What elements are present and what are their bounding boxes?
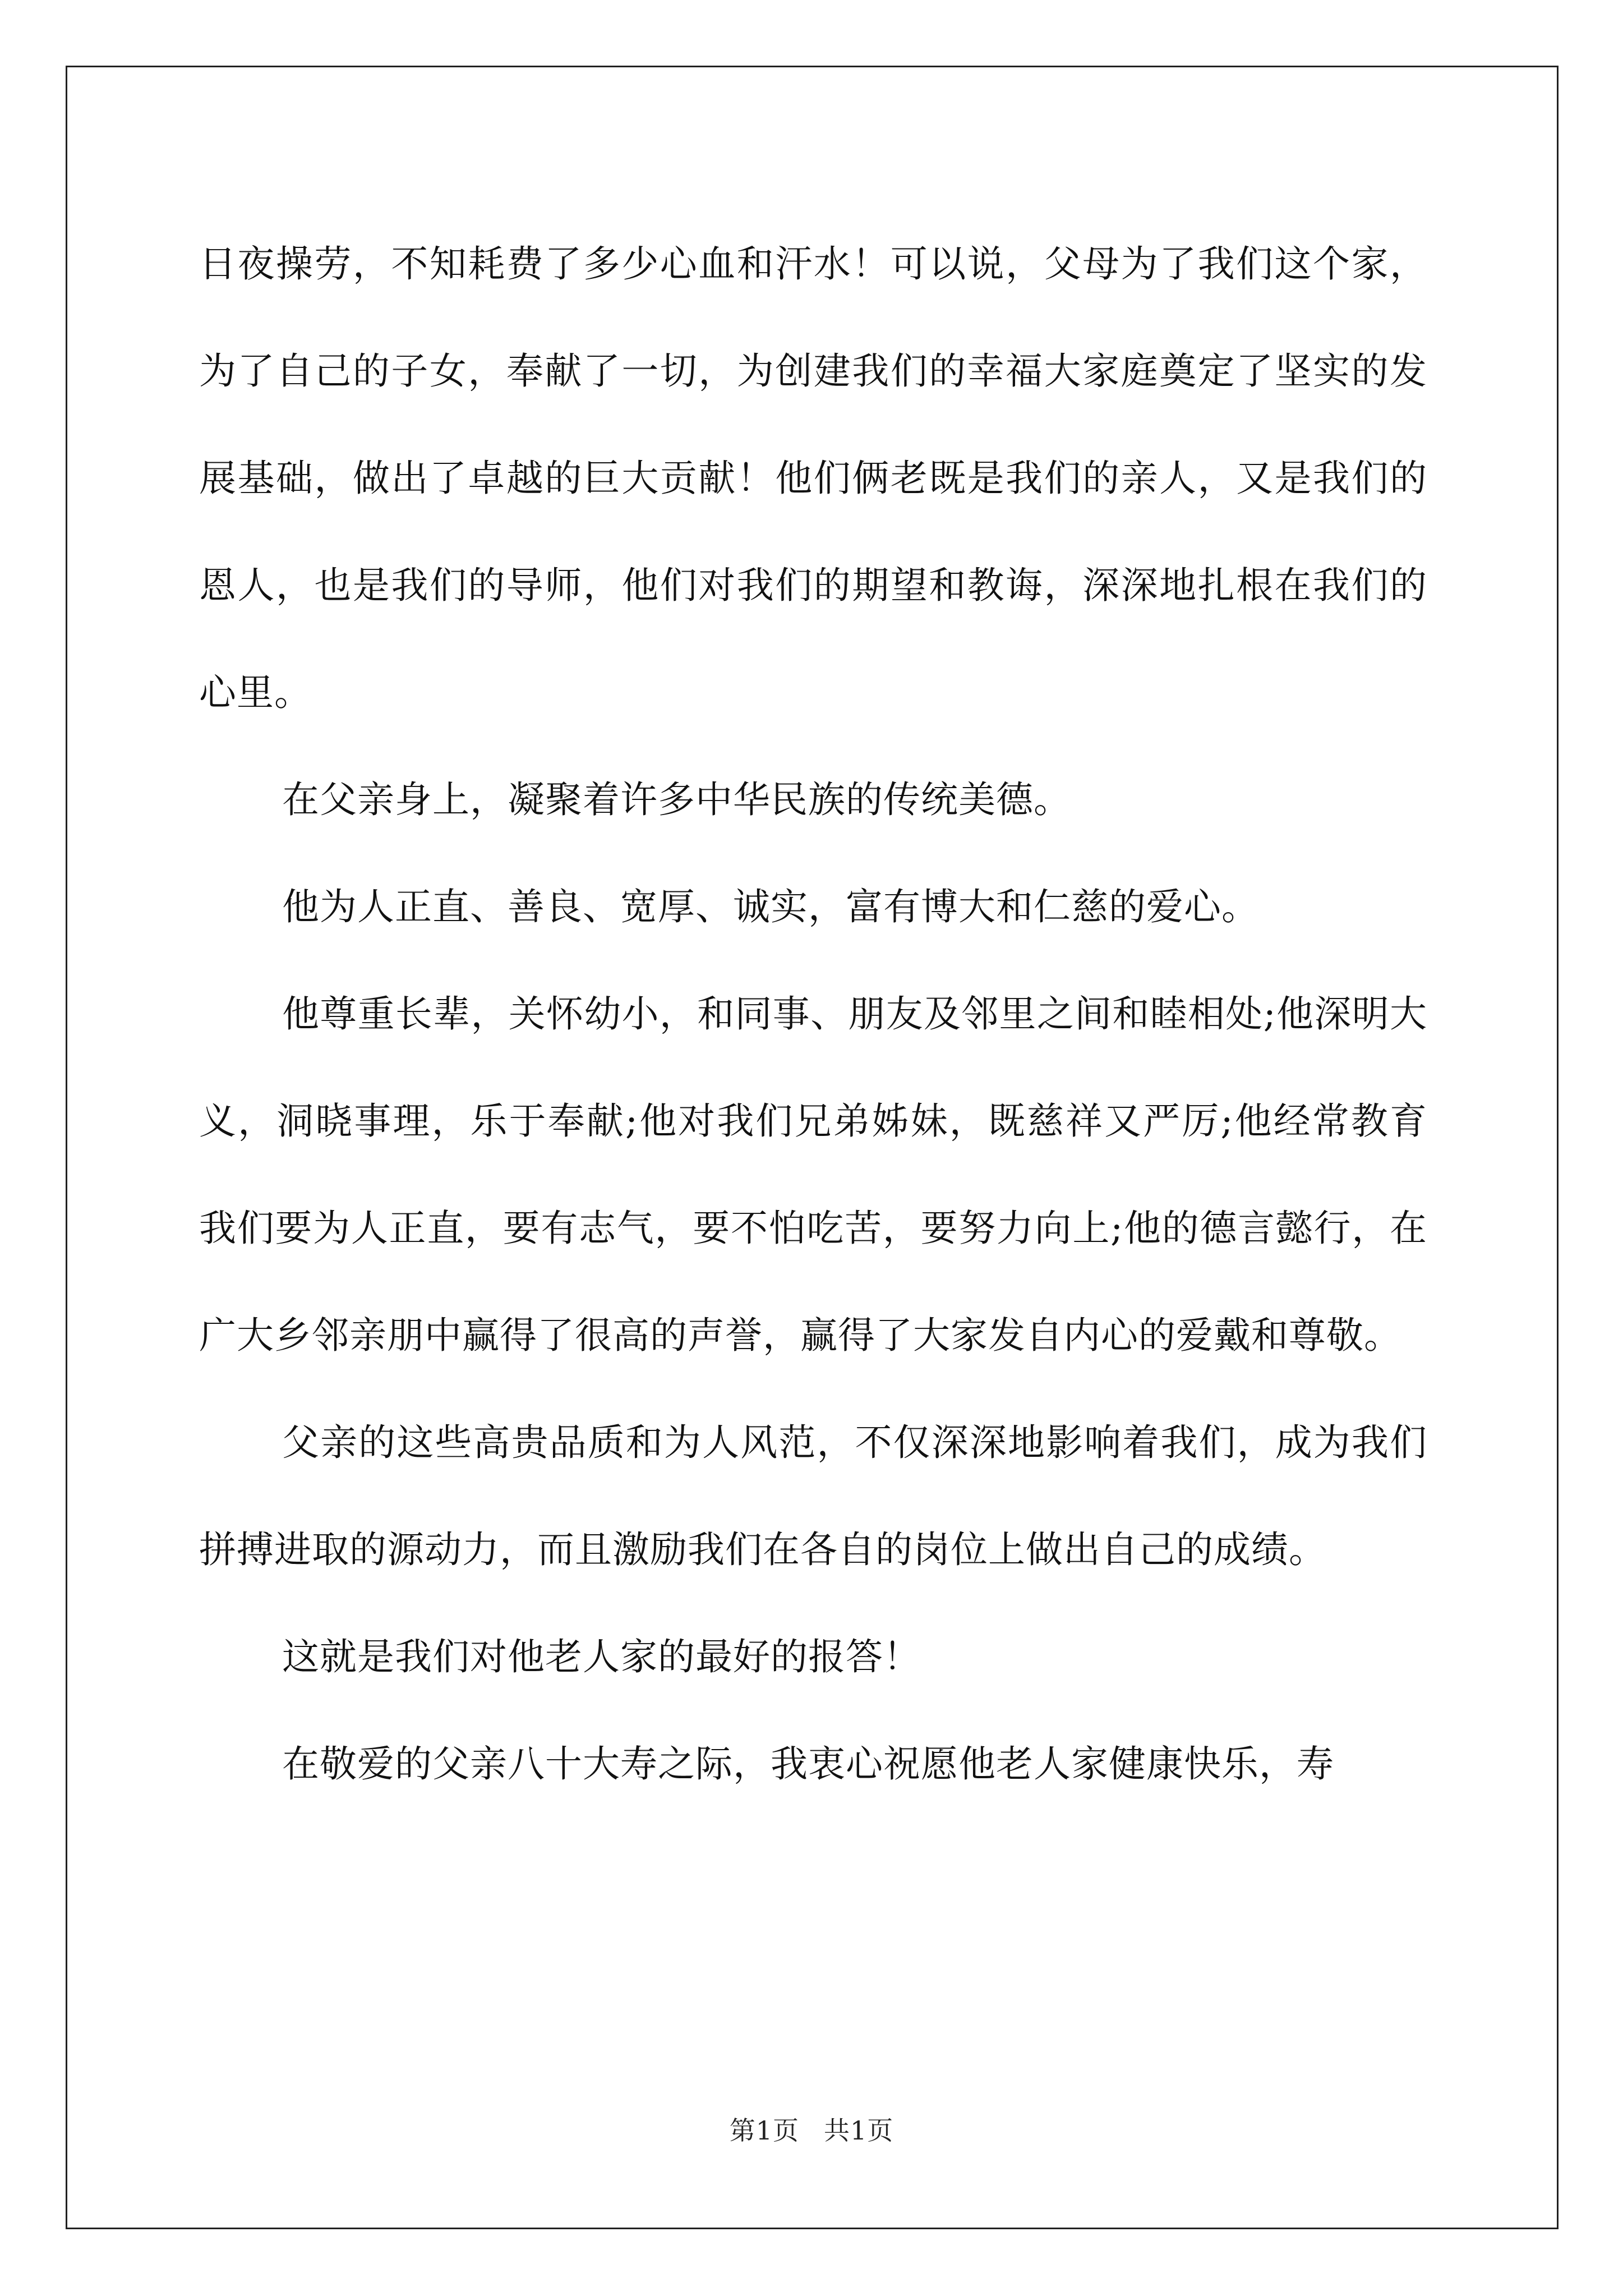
paragraph-7: 在敬爱的父亲八十大寿之际，我衷心祝愿他老人家健康快乐，寿 — [282, 1742, 1334, 1786]
paragraph-4: 他尊重长辈，关怀幼小，和同事、朋友及邻里之间和睦相处;他深明大义，洞晓事理，乐于奉献;他对我们兄弟姊妹，既慈祥又严厉;他经常教育我们要为人正直，要有志气，要不怕吃苦，要努力向上;他的德言懿行，在广大乡邻亲朋中赢得了很高的声誉，赢得了大家发自内心的爱戴和尊敬。 — [199, 992, 1427, 1357]
paragraph-5: 父亲的这些高贵品质和为人风范，不仅深深地影响着我们，成为我们拼搏进取的源动力，而且激励我们在各自的岗位上做出自己的成绩。 — [199, 1421, 1427, 1571]
paragraph-6: 这就是我们对他老人家的最好的报答！ — [282, 1635, 921, 1678]
page-total: 共1页 — [824, 2115, 894, 2146]
paragraph-1: 日夜操劳，不知耗费了多少心血和汗水！可以说，父母为了我们这个家，为了自己的子女，奉献了一切，为创建我们的幸福大家庭奠定了坚实的发展基础，做出了卓越的巨大贡献！他们俩老既是我们的亲人，又是我们的恩人，也是我们的导师，他们对我们的期望和教诲，深深地扎根在我们的心里。 — [199, 242, 1427, 714]
page-footer — [0, 2110, 1623, 2147]
paragraph-2: 在父亲身上，凝聚着许多中华民族的传统美德。 — [282, 778, 1071, 821]
paragraph-3: 他为人正直、善良、宽厚、诚实，富有博大和仁慈的爱心。 — [282, 885, 1259, 928]
page-number: 第1页 — [729, 2115, 799, 2146]
document-body — [199, 210, 1427, 1818]
